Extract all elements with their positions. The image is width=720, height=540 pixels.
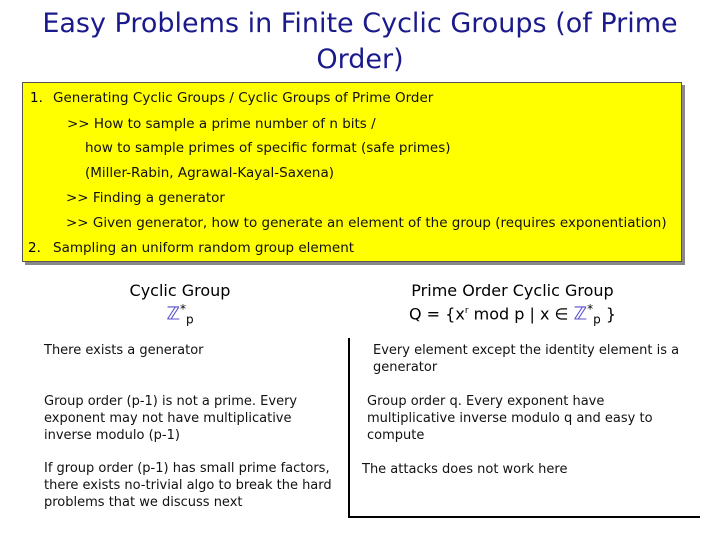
slide-title: Easy Problems in Finite Cyclic Groups (of Prime Order) <box>42 8 678 75</box>
subitem-algorithms: (Miller-Rabin, Agrawal-Kayal-Saxena) <box>85 165 334 181</box>
left-group-symbol: ℤ*$_p$ <box>166 302 194 327</box>
item-2-text: Sampling an uniform random group element <box>53 240 355 256</box>
bottom-rule <box>348 516 700 518</box>
left-heading: Cyclic Group <box>129 281 231 300</box>
left-row-attacks: If group order (p-1) has small prime factors, there exists no-trivial algo to break the hard problems that we discuss next <box>44 461 332 510</box>
item-1-text: Generating Cyclic Groups / Cyclic Groups of Prime Order <box>53 90 434 106</box>
right-row-group-order: Group order q. Every exponent have multiplicative inverse modulo q and easy to compute <box>367 394 653 443</box>
right-formula: $Q = \{x^r$ mod p | x ∈ ℤ*$_p$ } <box>408 302 616 327</box>
item-2-number: 2. <box>28 240 41 256</box>
left-row-group-order: Group order (p-1) is not a prime. Every exponent may not have multiplicative inverse modulo (p-1) <box>44 394 298 443</box>
subitem-finding-generator: >> Finding a generator <box>66 190 225 206</box>
item-1-number: 1. <box>30 90 43 106</box>
subitem-prime-format: how to sample primes of specific format (safe primes) <box>85 140 451 156</box>
right-heading: Prime Order Cyclic Group <box>411 281 614 300</box>
subitem-prime-sampling: >> How to sample a prime number of n bits / <box>67 116 376 132</box>
right-row-attacks: The attacks does not work here <box>362 462 568 477</box>
column-divider <box>348 338 350 518</box>
subitem-generate-element: >> Given generator, how to generate an element of the group (requires exponentiation) <box>66 215 667 231</box>
right-row-generator: Every element except the identity element is a generator <box>373 343 680 375</box>
left-row-generator: There exists a generator <box>44 343 204 358</box>
